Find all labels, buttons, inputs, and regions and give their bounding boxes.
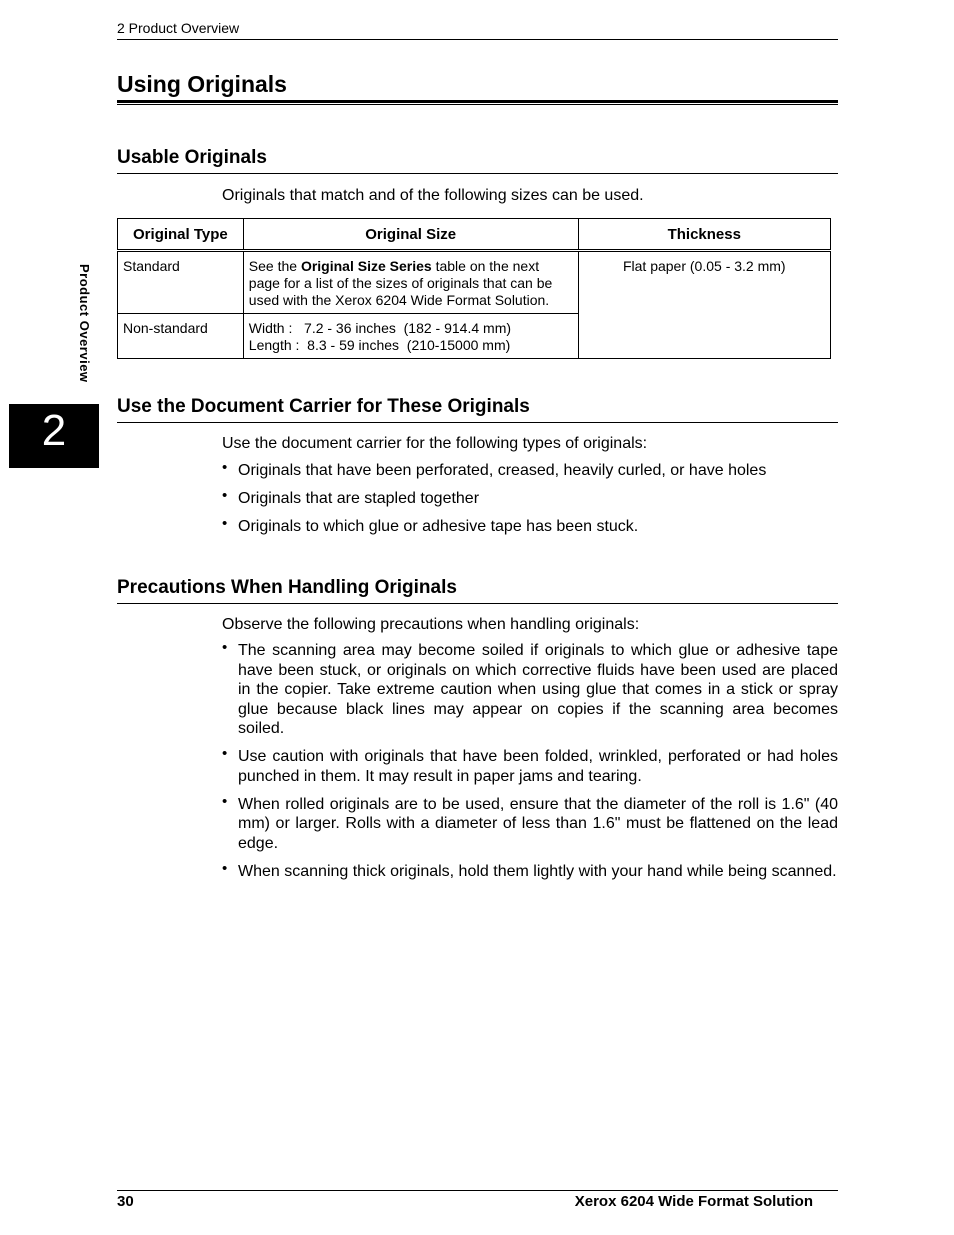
document-carrier-list — [222, 461, 838, 537]
section-title: Using Originals — [117, 71, 287, 97]
column-header-type: Original Type — [118, 219, 244, 251]
title-rule-thin — [117, 104, 838, 105]
cell-type-nonstandard: Non-standard — [118, 314, 244, 359]
usable-originals-heading: Usable Originals — [117, 146, 838, 174]
size-length: Length : 8.3 - 59 inches (210-15000 mm) — [248, 337, 511, 353]
list-item: • Originals that are stapled together — [222, 489, 838, 509]
product-name: Xerox 6204 Wide Format Solution — [574, 1193, 813, 1210]
cell-size-nonstandard — [243, 314, 578, 359]
originals-table — [117, 218, 831, 359]
cell-type-standard: Standard — [118, 251, 244, 314]
table-header-row — [118, 219, 831, 251]
chapter-number: 2 — [41, 406, 67, 455]
list-item: • Originals to which glue or adhesive tape has been stuck. — [222, 517, 838, 537]
page-number: 30 — [117, 1193, 134, 1210]
size-text-prefix: See the — [248, 258, 301, 274]
size-text-suffix: table on the next page for a list of the sizes of originals that can be used with the Xerox 6204 Wide Format Solution. — [248, 258, 553, 308]
running-header: 2 Product Overview — [117, 19, 838, 40]
column-header-size: Original Size — [243, 219, 578, 251]
cell-size-standard — [243, 251, 578, 314]
cell-thickness: Flat paper (0.05 - 3.2 mm) — [578, 251, 830, 359]
list-item: • When scanning thick originals, hold them lightly with your hand while being scanned. — [222, 862, 838, 882]
list-item: • When rolled originals are to be used, ensure that the diameter of the roll is 1.6" (40 mm) or larger. Rolls with a diameter of less than 1.6" must be flattened on the lead edge. — [222, 795, 838, 854]
precautions-intro: Observe the following precautions when handling originals: — [222, 616, 640, 633]
title-rule-thick — [117, 100, 838, 103]
column-header-thickness: Thickness — [578, 219, 830, 251]
document-carrier-heading: Use the Document Carrier for These Originals — [117, 395, 838, 423]
table-row — [118, 251, 831, 314]
precautions-heading: Precautions When Handling Originals — [117, 576, 838, 604]
size-series-reference: Original Size Series — [300, 258, 432, 274]
list-item: • Originals that have been perforated, creased, heavily curled, or have holes — [222, 461, 838, 481]
precautions-list — [222, 641, 838, 881]
list-item: • Use caution with originals that have been folded, wrinkled, perforated or had holes punched in them. It may result in paper jams and tearing. — [222, 747, 838, 786]
usable-originals-intro: Originals that match and of the following sizes can be used. — [222, 187, 644, 204]
list-item: • The scanning area may become soiled if originals to which glue or adhesive tape have been stuck, or originals on which corrective fluids have been used are placed in the copier. Take extreme caution when using glue that comes in a stick or spray glue because black lines may appear on copies if the scanning area becomes soiled. — [222, 641, 838, 739]
document-carrier-intro: Use the document carrier for the following types of originals: — [222, 435, 648, 452]
size-width: Width : 7.2 - 36 inches (182 - 914.4 mm) — [248, 320, 512, 336]
footer-rule — [117, 1190, 838, 1191]
chapter-tab — [9, 404, 99, 468]
side-tab-label: Product Overview — [77, 264, 92, 383]
